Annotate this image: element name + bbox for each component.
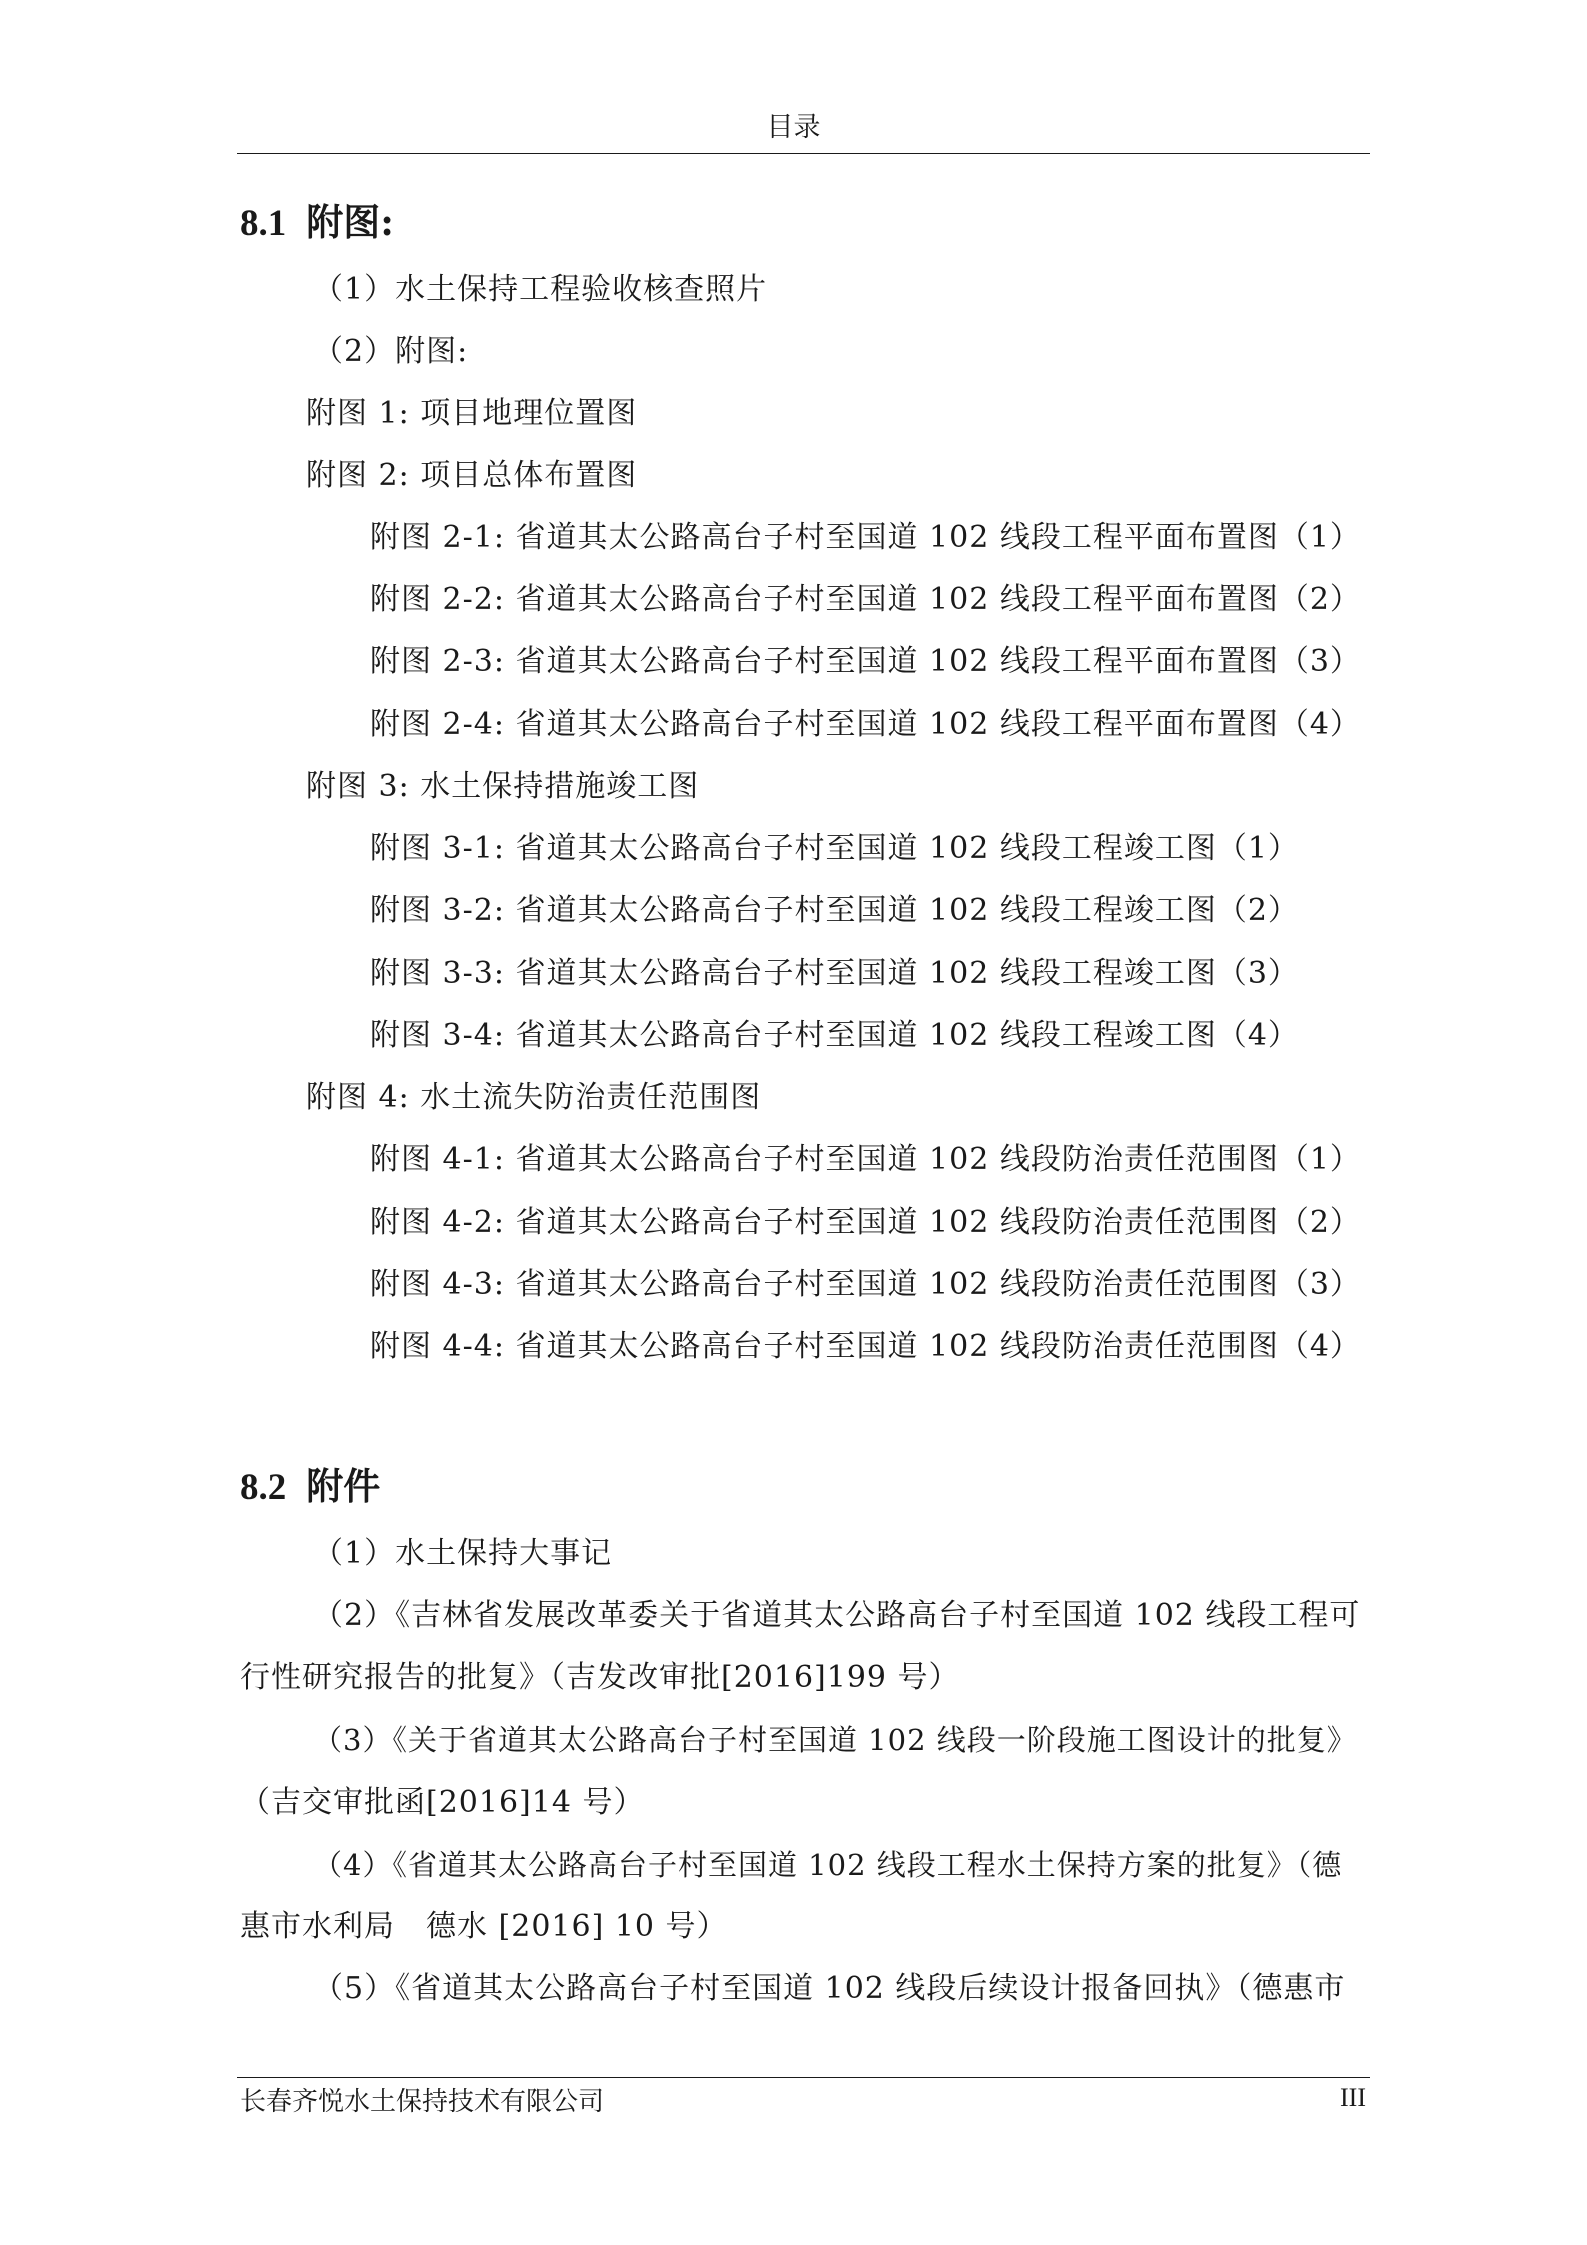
page-number: III [1340, 2083, 1366, 2112]
list-item-continuation: 行性研究报告的批复》（吉发改审批[2016]199 号） [240, 1660, 960, 1695]
list-item: 附图 3-2: 省道其太公路高台子村至国道 102 线段工程竣工图（2） [370, 893, 1299, 928]
section-title: 附图: [306, 200, 394, 244]
list-item: 附图 2-2: 省道其太公路高台子村至国道 102 线段工程平面布置图（2） [370, 582, 1361, 617]
list-item: 附图 2: 项目总体布置图 [306, 458, 638, 493]
list-item: 附图 2-1: 省道其太公路高台子村至国道 102 线段工程平面布置图（1） [370, 520, 1361, 555]
section-number: 8.2 [240, 1467, 287, 1508]
section-number: 8.1 [240, 203, 287, 244]
list-item: （2）附图: [313, 334, 469, 369]
list-item: （3）《关于省道其太公路高台子村至国道 102 线段一阶段施工图设计的批复》 [313, 1723, 1357, 1757]
list-item: （2）《吉林省发展改革委关于省道其太公路高台子村至国道 102 线段工程可 [313, 1598, 1361, 1633]
list-item: 附图 3-4: 省道其太公路高台子村至国道 102 线段工程竣工图（4） [370, 1018, 1299, 1053]
list-item: 附图 4: 水土流失防治责任范围图 [306, 1080, 762, 1115]
section-heading-8-1 [240, 198, 394, 248]
list-item: （5）《省道其太公路高台子村至国道 102 线段后续设计报备回执》（德惠市 [313, 1971, 1346, 2006]
list-item: 附图 4-1: 省道其太公路高台子村至国道 102 线段防治责任范围图（1） [370, 1142, 1361, 1177]
footer-company-name: 长春齐悦水土保持技术有限公司 [240, 2087, 605, 2117]
page-header-title: 目录 [766, 112, 821, 143]
list-item: （1）水土保持工程验收核查照片 [313, 272, 768, 307]
section-heading-8-2 [240, 1462, 380, 1512]
list-item: 附图 2-4: 省道其太公路高台子村至国道 102 线段工程平面布置图（4） [370, 707, 1361, 742]
footer-rule [237, 2077, 1370, 2078]
list-item: 附图 4-3: 省道其太公路高台子村至国道 102 线段防治责任范围图（3） [370, 1267, 1361, 1302]
section-title: 附件 [306, 1464, 381, 1508]
list-item: 附图 1: 项目地理位置图 [306, 396, 638, 431]
list-item: 附图 3: 水土保持措施竣工图 [306, 769, 700, 804]
list-item: 附图 3-1: 省道其太公路高台子村至国道 102 线段工程竣工图（1） [370, 831, 1299, 866]
list-item-continuation: 惠市水利局 德水 [2016] 10 号） [240, 1909, 728, 1944]
list-item-continuation: （吉交审批函[2016]14 号） [240, 1785, 645, 1820]
list-item: 附图 4-4: 省道其太公路高台子村至国道 102 线段防治责任范围图（4） [370, 1329, 1361, 1364]
list-item: 附图 2-3: 省道其太公路高台子村至国道 102 线段工程平面布置图（3） [370, 644, 1361, 679]
list-item: （4）《省道其太公路高台子村至国道 102 线段工程水土保持方案的批复》（德 [313, 1848, 1343, 1882]
list-item: 附图 4-2: 省道其太公路高台子村至国道 102 线段防治责任范围图（2） [370, 1205, 1361, 1240]
list-item: （1）水土保持大事记 [313, 1536, 613, 1571]
list-item: 附图 3-3: 省道其太公路高台子村至国道 102 线段工程竣工图（3） [370, 956, 1299, 991]
header-rule [237, 153, 1370, 154]
